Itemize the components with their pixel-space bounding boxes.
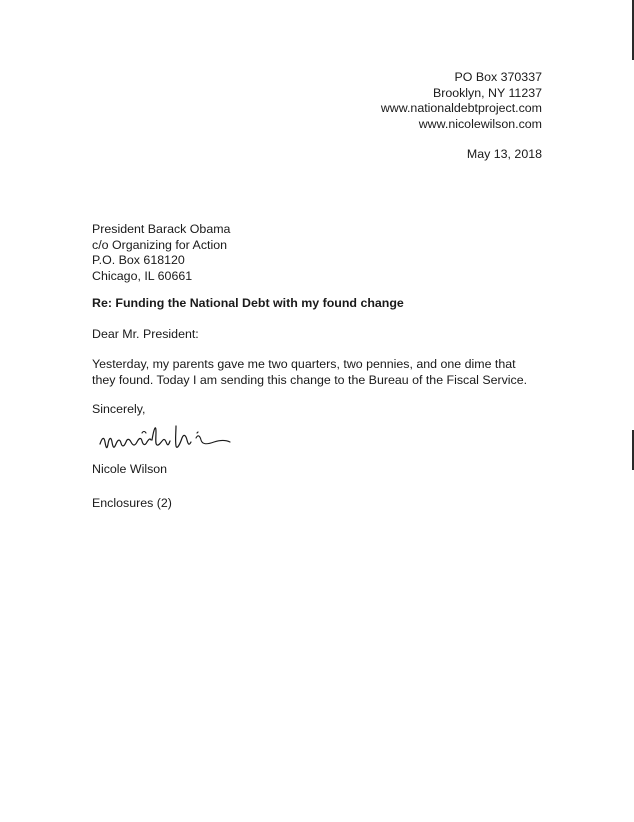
letter-body [92, 357, 542, 388]
recipient-city-state-zip: Chicago, IL 60661 [92, 268, 193, 283]
body-line-2: they found. Today I am sending this change to the Bureau of the Fiscal Service. [92, 372, 528, 387]
recipient-po-box: P.O. Box 618120 [92, 253, 185, 268]
signer-name: Nicole Wilson [92, 462, 168, 476]
sender-website-1: www.nationaldebtproject.com [380, 101, 542, 116]
enclosures-note: Enclosures (2) [92, 496, 172, 510]
body-line-1: Yesterday, my parents gave me two quarters, two pennies, and one dime that [92, 357, 516, 371]
letter-date: May 13, 2018 [466, 147, 542, 161]
handwritten-signature [96, 418, 236, 458]
recipient-care-of: c/o Organizing for Action [92, 237, 227, 252]
subject-line: Re: Funding the National Debt with my found change [92, 296, 404, 310]
salutation: Dear Mr. President: [92, 327, 199, 341]
sender-address-block [381, 70, 542, 132]
sender-website-2: www.nicolewilson.com [418, 116, 542, 131]
recipient-address-block [92, 222, 230, 284]
recipient-name: President Barack Obama [92, 222, 231, 236]
closing: Sincerely, [92, 402, 146, 416]
sender-po-box: PO Box 370337 [454, 70, 542, 84]
sender-city-state-zip: Brooklyn, NY 11237 [432, 85, 542, 100]
